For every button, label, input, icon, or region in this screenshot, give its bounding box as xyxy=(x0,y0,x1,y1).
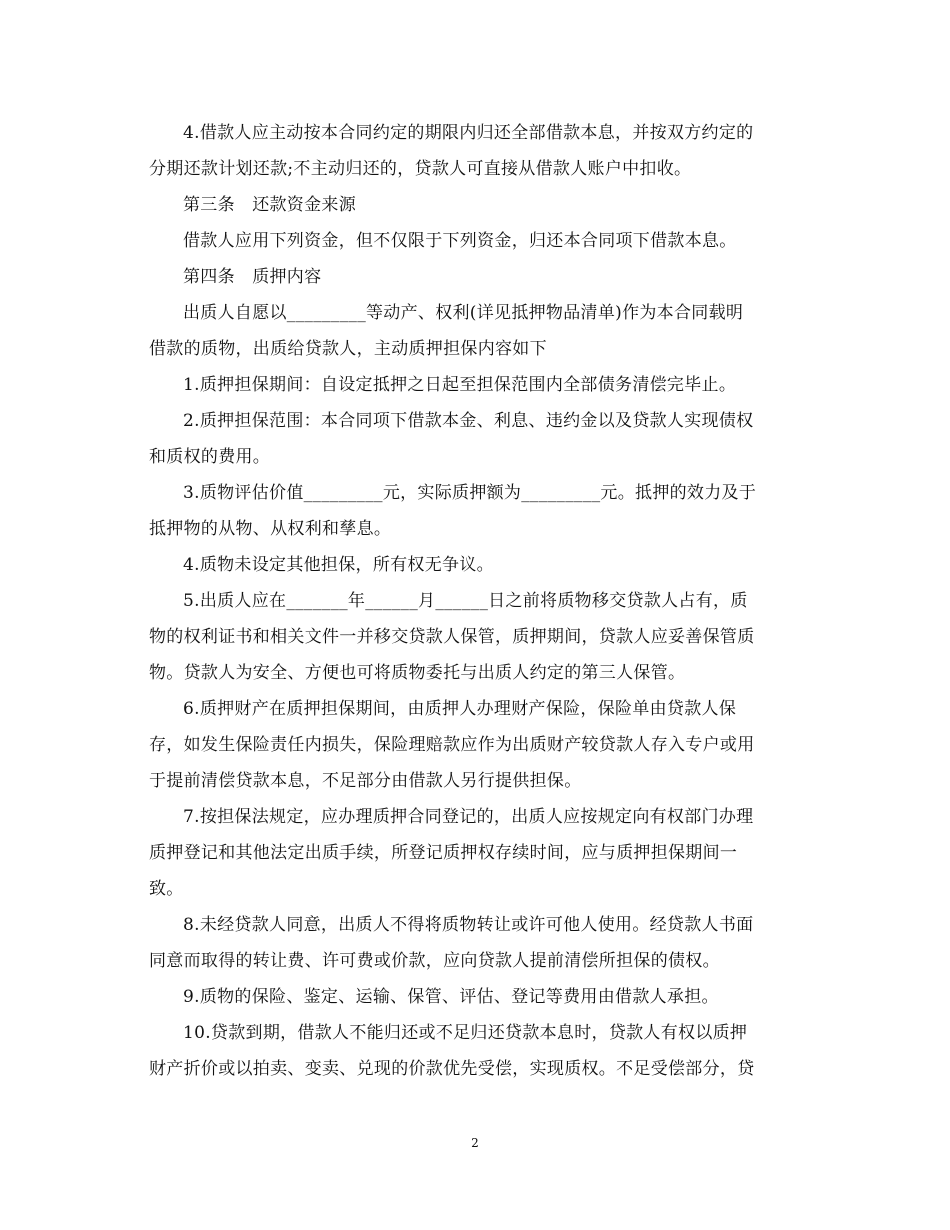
text-line: 1.质押担保期间：自设定抵押之日起至担保范围内全部债务清偿完毕止。 xyxy=(183,375,737,395)
text-line: 分期还款计划还款;不主动归还的，贷款人可直接从借款人账户中扣收。 xyxy=(149,159,692,179)
text-line: 抵押物的从物、从权利和孳息。 xyxy=(149,519,392,539)
text-line: 3.质物评估价值_________元，实际质押额为_________元。抵押的效力及于 xyxy=(183,483,757,503)
text-line: 6.质押财产在质押担保期间，由质押人办理财产保险，保险单由贷款人保 xyxy=(183,699,737,719)
text-line: 第四条 质押内容 xyxy=(183,267,322,287)
text-line: 存，如发生保险责任内损失，保险理赔款应作为出质财产较贷款人存入专户或用 xyxy=(149,735,755,755)
text-line: 于提前清偿贷款本息，不足部分由借款人另行提供担保。 xyxy=(149,771,582,791)
text-line: 2.质押担保范围：本合同项下借款本金、利息、违约金以及贷款人实现债权 xyxy=(183,411,754,431)
text-line: 第三条 还款资金来源 xyxy=(183,195,356,215)
text-line: 8.未经贷款人同意，出质人不得将质物转让或许可他人使用。经贷款人书面 xyxy=(183,915,754,935)
text-line: 7.按担保法规定，应办理质押合同登记的，出质人应按规定向有权部门办理 xyxy=(183,807,754,827)
text-line: 物的权利证书和相关文件一并移交贷款人保管，质押期间，贷款人应妥善保管质 xyxy=(149,627,755,647)
text-line: 出质人自愿以_________等动产、权利(详见抵押物品清单)作为本合同载明 xyxy=(183,303,744,323)
text-line: 5.出质人应在_______年______月______日之前将质物移交贷款人占有，质 xyxy=(183,591,748,611)
text-line: 致。 xyxy=(149,879,184,899)
text-line: 和质权的费用。 xyxy=(149,447,271,467)
text-line: 4.质物未设定其他担保，所有权无争议。 xyxy=(183,555,494,575)
text-line: 质押登记和其他法定出质手续，所登记质押权存续时间，应与质押担保期间一 xyxy=(149,843,738,863)
text-line: 财产折价或以拍卖、变卖、兑现的价款优先受偿，实现质权。不足受偿部分，贷 xyxy=(149,1059,755,1079)
text-line: 物。贷款人为安全、方便也可将质物委托与出质人约定的第三人保管。 xyxy=(149,663,686,683)
text-line: 借款的质物，出质给贷款人，主动质押担保内容如下 xyxy=(149,339,547,359)
text-line: 同意而取得的转让费、许可费或价款，应向贷款人提前清偿所担保的债权。 xyxy=(149,951,720,971)
text-line: 借款人应用下列资金，但不仅限于下列资金，归还本合同项下借款本息。 xyxy=(183,231,737,251)
document-body xyxy=(149,115,804,1087)
page-number: 2 xyxy=(471,1136,479,1150)
text-line: 10.贷款到期，借款人不能归还或不足归还贷款本息时，贷款人有权以质押 xyxy=(183,1023,748,1043)
text-line: 4.借款人应主动按本合同约定的期限内归还全部借款本息，并按双方约定的 xyxy=(183,123,754,143)
text-line: 9.质物的保险、鉴定、运输、保管、评估、登记等费用由借款人承担。 xyxy=(183,987,719,1007)
